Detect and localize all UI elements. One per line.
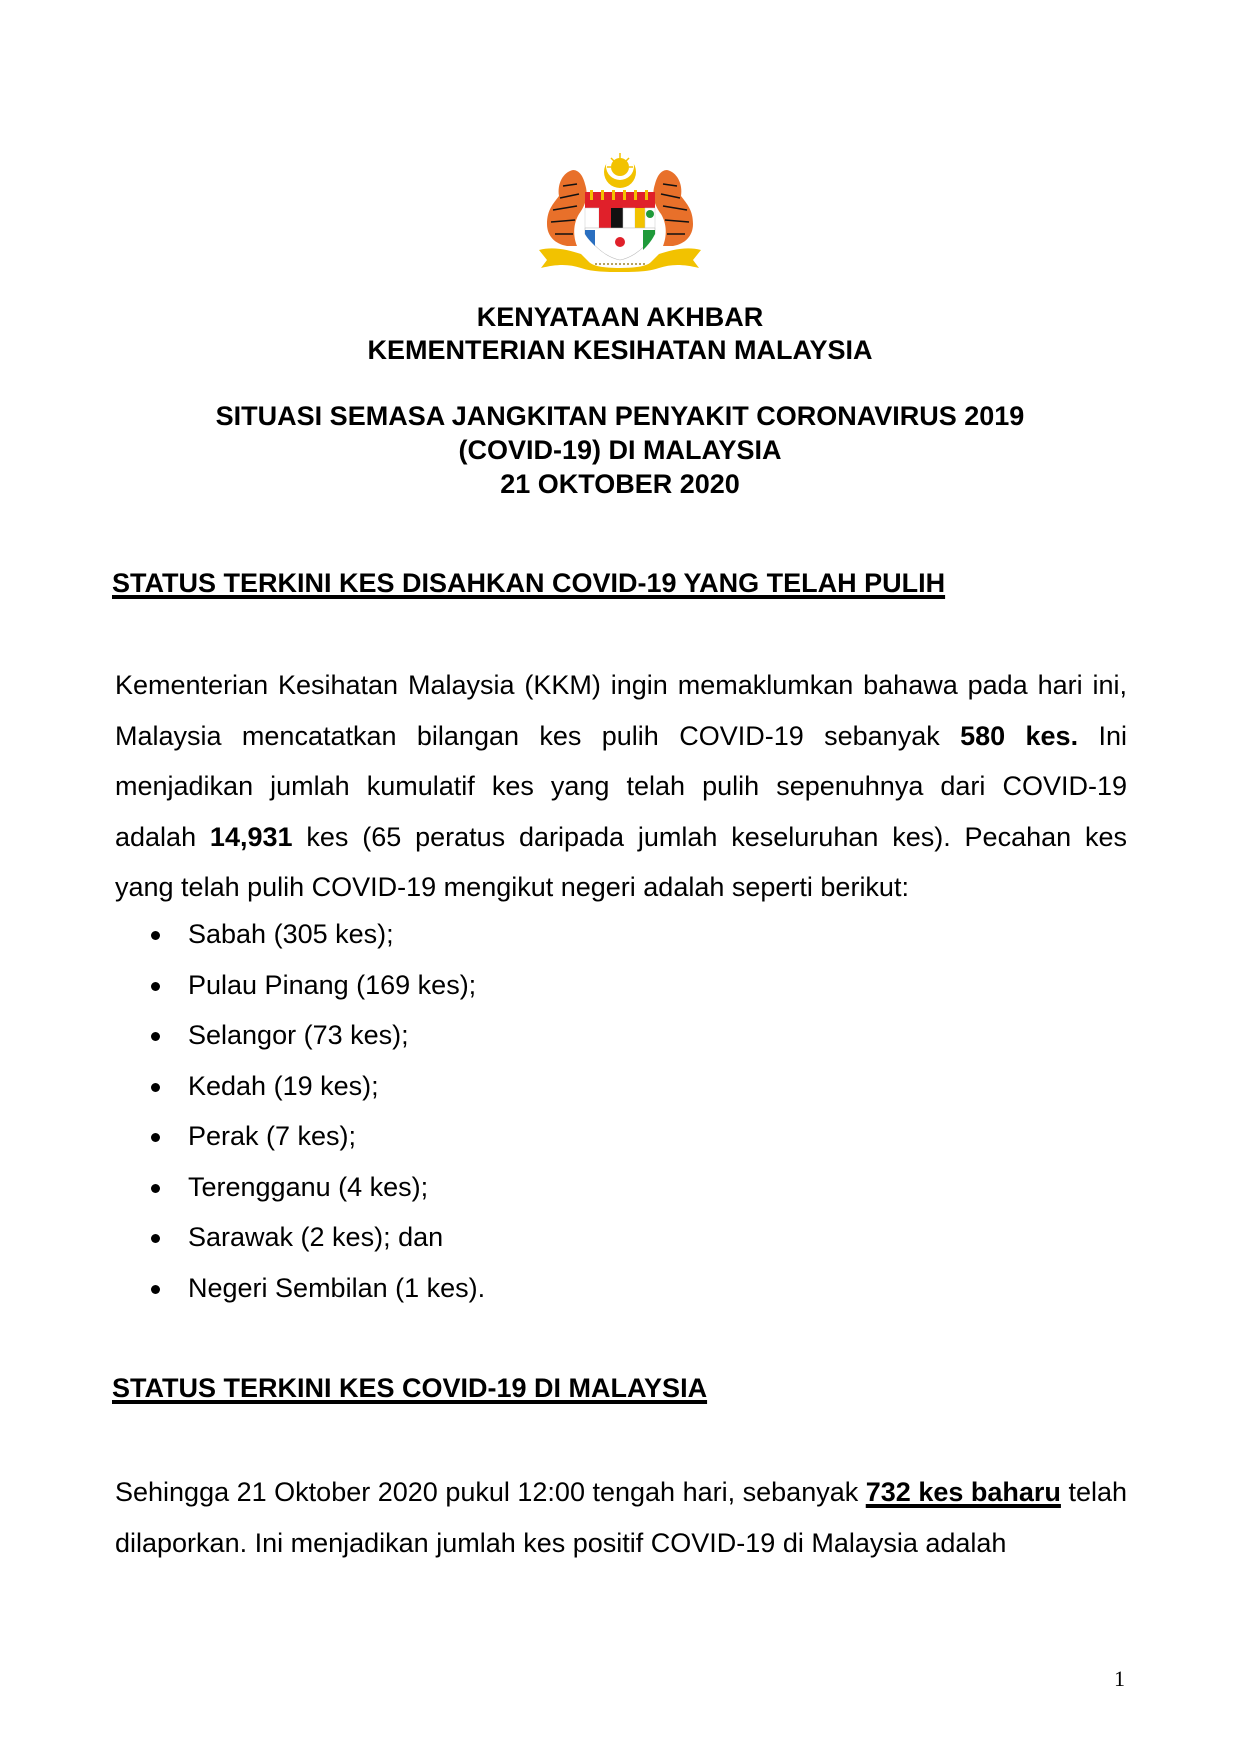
list-item (140, 1061, 485, 1112)
paragraph-text: Sehingga 21 Oktober 2020 pukul 12:00 tengah hari, sebanyak (115, 1477, 866, 1507)
recovered-by-state-list (140, 909, 485, 1313)
page-number: 1 (1114, 1666, 1125, 1691)
document-title (0, 399, 1240, 501)
list-item (140, 1010, 485, 1061)
bullet-icon (151, 931, 160, 940)
list-item (140, 1212, 485, 1263)
state-recovered: Perak (7 kes); (188, 1121, 357, 1151)
state-recovered: Selangor (73 kes); (188, 1020, 409, 1050)
coat-of-arms-logo (533, 150, 707, 272)
title-line: SITUASI SEMASA JANGKITAN PENYAKIT CORONAVIRUS 2019 (215, 401, 1025, 431)
bullet-icon (151, 1133, 160, 1142)
bullet-icon (151, 1234, 160, 1243)
header-line: KEMENTERIAN KESIHATAN MALAYSIA (367, 335, 873, 365)
bullet-icon (151, 1184, 160, 1193)
bullet-icon (151, 982, 160, 991)
list-item (140, 909, 485, 960)
new-cases-count: 732 kes baharu (865, 1477, 1061, 1507)
list-item (140, 1111, 485, 1162)
paragraph-text: telah dilaporkan. Ini menjadikan jumlah kes positif COVID-19 di Malaysia adalah (115, 1477, 1127, 1558)
list-item (140, 1263, 485, 1314)
current-status-paragraph (115, 1467, 1127, 1568)
state-recovered: Kedah (19 kes); (188, 1070, 379, 1101)
state-recovered: Terengganu (4 kes); (188, 1171, 429, 1202)
paragraph-text: Ini menjadikan jumlah kumulatif kes yang telah pulih sepenuhnya dari COVID-19 adalah (115, 720, 1127, 852)
section-heading-current-status: STATUS TERKINI KES COVID-19 DI MALAYSIA (112, 1373, 708, 1403)
state-recovered: Pulau Pinang (169 kes); (188, 969, 477, 1000)
list-item (140, 1162, 485, 1213)
recovered-paragraph (115, 660, 1127, 913)
state-recovered: Sarawak (2 kes); dan (188, 1222, 444, 1252)
header-line: KENYATAAN AKHBAR (476, 302, 764, 332)
bullet-icon (151, 1285, 160, 1294)
section-heading-recovered: STATUS TERKINI KES DISAHKAN COVID-19 YANG TELAH PULIH (112, 568, 946, 598)
bullet-icon (151, 1083, 160, 1092)
paragraph-text: Kementerian Kesihatan Malaysia (KKM) ingin memaklumkan bahawa pada hari ini, Malaysia mencatatkan bilangan kes pulih COVID-19 sebanyak (115, 670, 1127, 751)
cumulative-recovered-count: 14,931 (209, 821, 293, 852)
press-release-header (0, 301, 1240, 367)
title-date: 21 OKTOBER 2020 (500, 469, 740, 499)
malaysia-coat-of-arms-icon (533, 150, 707, 272)
state-recovered: Sabah (305 kes); (188, 919, 394, 949)
recovered-today-count: 580 kes. (960, 720, 1079, 751)
bullet-icon (151, 1032, 160, 1041)
list-item (140, 960, 485, 1011)
title-line: (COVID-19) DI MALAYSIA (458, 435, 782, 465)
paragraph-text: kes (65 peratus daripada jumlah keseluruhan kes). Pecahan kes yang telah pulih COVID-19 mengikut negeri adalah seperti berikut: (115, 821, 1127, 902)
state-recovered: Negeri Sembilan (1 kes). (188, 1272, 486, 1303)
